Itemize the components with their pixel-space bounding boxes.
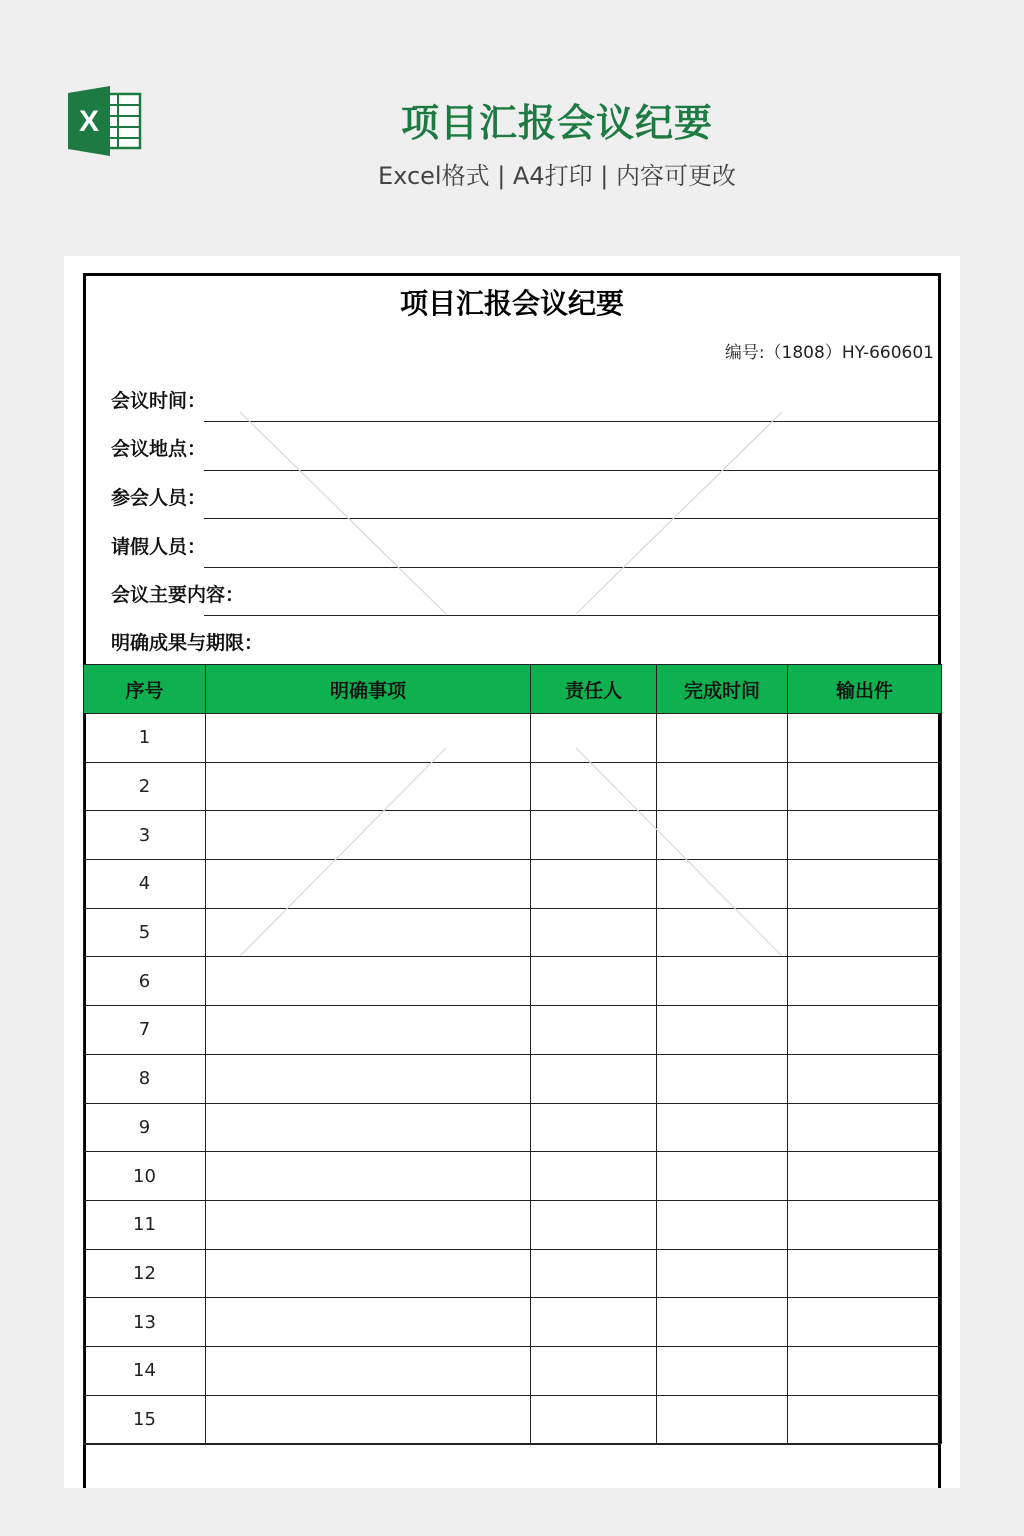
cell-owner[interactable]: [531, 1395, 657, 1444]
field-line-main-content[interactable]: [204, 615, 940, 616]
cell-output[interactable]: [788, 1200, 942, 1249]
cell-index: 11: [84, 1200, 206, 1249]
field-line-absentees[interactable]: [204, 567, 940, 568]
cell-due-time[interactable]: [657, 1249, 788, 1298]
cell-item[interactable]: [206, 908, 531, 957]
cell-output[interactable]: [788, 1249, 942, 1298]
cell-index: 5: [84, 908, 206, 957]
table-header-row: [84, 665, 942, 714]
cell-index: 3: [84, 811, 206, 860]
cell-due-time[interactable]: [657, 1298, 788, 1347]
cell-item[interactable]: [206, 957, 531, 1006]
cell-index: 10: [84, 1152, 206, 1201]
cell-item[interactable]: [206, 714, 531, 763]
cell-item[interactable]: [206, 1152, 531, 1201]
field-label-meeting-place: 会议地点：: [111, 438, 207, 460]
cell-item[interactable]: [206, 762, 531, 811]
cell-owner[interactable]: [531, 860, 657, 909]
cell-output[interactable]: [788, 714, 942, 763]
cell-owner[interactable]: [531, 1006, 657, 1055]
banner-title: 项目汇报会议纪要: [400, 101, 713, 145]
table-row: [84, 1152, 942, 1201]
cell-index: 8: [84, 1054, 206, 1103]
cell-due-time[interactable]: [657, 908, 788, 957]
cell-item[interactable]: [206, 811, 531, 860]
cell-item[interactable]: [206, 1103, 531, 1152]
cell-index: 9: [84, 1103, 206, 1152]
field-line-meeting-place[interactable]: [204, 470, 940, 471]
table-row: [84, 811, 942, 860]
cell-due-time[interactable]: [657, 1346, 788, 1395]
cell-due-time[interactable]: [657, 1395, 788, 1444]
document-number: 编号:（1808）HY-660601: [724, 343, 934, 363]
table-row: [84, 908, 942, 957]
cell-item[interactable]: [206, 1298, 531, 1347]
field-line-meeting-time[interactable]: [204, 421, 940, 422]
cell-owner[interactable]: [531, 714, 657, 763]
cell-item[interactable]: [206, 1054, 531, 1103]
cell-output[interactable]: [788, 1103, 942, 1152]
cell-output[interactable]: [788, 811, 942, 860]
cell-item[interactable]: [206, 1006, 531, 1055]
cell-owner[interactable]: [531, 1152, 657, 1201]
document-sheet: [64, 256, 960, 1488]
cell-owner[interactable]: [531, 1054, 657, 1103]
table-row: [84, 957, 942, 1006]
cell-owner[interactable]: [531, 811, 657, 860]
cell-item[interactable]: [206, 1395, 531, 1444]
field-label-attendees: 参会人员：: [111, 487, 207, 509]
header-item: 明确事项: [206, 665, 531, 714]
cell-due-time[interactable]: [657, 762, 788, 811]
field-label-meeting-time: 会议时间：: [111, 390, 207, 412]
cell-output[interactable]: [788, 957, 942, 1006]
cell-due-time[interactable]: [657, 860, 788, 909]
cell-due-time[interactable]: [657, 1054, 788, 1103]
cell-owner[interactable]: [531, 762, 657, 811]
cell-owner[interactable]: [531, 1200, 657, 1249]
table-row: [84, 1298, 942, 1347]
table-row: [84, 1249, 942, 1298]
cell-item[interactable]: [206, 860, 531, 909]
cell-index: 14: [84, 1346, 206, 1395]
cell-output[interactable]: [788, 762, 942, 811]
header-due-time: 完成时间: [657, 665, 788, 714]
table-row: [84, 714, 942, 763]
header-index: 序号: [84, 665, 206, 714]
cell-output[interactable]: [788, 1346, 942, 1395]
cell-item[interactable]: [206, 1200, 531, 1249]
tasks-table: [83, 664, 942, 1444]
field-label-absentees: 请假人员：: [111, 536, 207, 558]
cell-owner[interactable]: [531, 1103, 657, 1152]
cell-due-time[interactable]: [657, 957, 788, 1006]
cell-output[interactable]: [788, 860, 942, 909]
cell-index: 15: [84, 1395, 206, 1444]
table-row: [84, 1006, 942, 1055]
cell-index: 6: [84, 957, 206, 1006]
cell-due-time[interactable]: [657, 714, 788, 763]
logo-letter: X: [78, 105, 100, 138]
table-row: [84, 1200, 942, 1249]
cell-due-time[interactable]: [657, 1200, 788, 1249]
cell-index: 12: [84, 1249, 206, 1298]
cell-owner[interactable]: [531, 1249, 657, 1298]
header-owner: 责任人: [531, 665, 657, 714]
cell-index: 4: [84, 860, 206, 909]
header-output: 输出件: [788, 665, 942, 714]
table-row: [84, 1395, 942, 1444]
cell-item[interactable]: [206, 1346, 531, 1395]
cell-due-time[interactable]: [657, 1152, 788, 1201]
cell-index: 2: [84, 762, 206, 811]
field-line-attendees[interactable]: [204, 518, 940, 519]
cell-index: 13: [84, 1298, 206, 1347]
field-label-results-deadline: 明确成果与期限：: [111, 632, 264, 654]
table-body: [84, 714, 942, 1444]
cell-owner[interactable]: [531, 1346, 657, 1395]
cell-owner[interactable]: [531, 957, 657, 1006]
cell-output[interactable]: [788, 1395, 942, 1444]
cell-output[interactable]: [788, 1054, 942, 1103]
cell-due-time[interactable]: [657, 811, 788, 860]
table-row: [84, 1054, 942, 1103]
field-label-main-content: 会议主要内容：: [111, 584, 245, 606]
cell-owner[interactable]: [531, 1298, 657, 1347]
cell-owner[interactable]: [531, 908, 657, 957]
document-title: 项目汇报会议纪要: [399, 287, 624, 320]
cell-output[interactable]: [788, 908, 942, 957]
cell-index: 1: [84, 714, 206, 763]
cell-output[interactable]: [788, 1152, 942, 1201]
table-row: [84, 1103, 942, 1152]
cell-index: 7: [84, 1006, 206, 1055]
banner-subtitle: Excel格式 | A4打印 | 内容可更改: [378, 162, 736, 190]
table-row: [84, 762, 942, 811]
table-bottom-line: [83, 1444, 941, 1445]
cell-output[interactable]: [788, 1298, 942, 1347]
table-row: [84, 1346, 942, 1395]
cell-output[interactable]: [788, 1006, 942, 1055]
cell-due-time[interactable]: [657, 1103, 788, 1152]
cell-item[interactable]: [206, 1249, 531, 1298]
table-row: [84, 860, 942, 909]
cell-due-time[interactable]: [657, 1006, 788, 1055]
